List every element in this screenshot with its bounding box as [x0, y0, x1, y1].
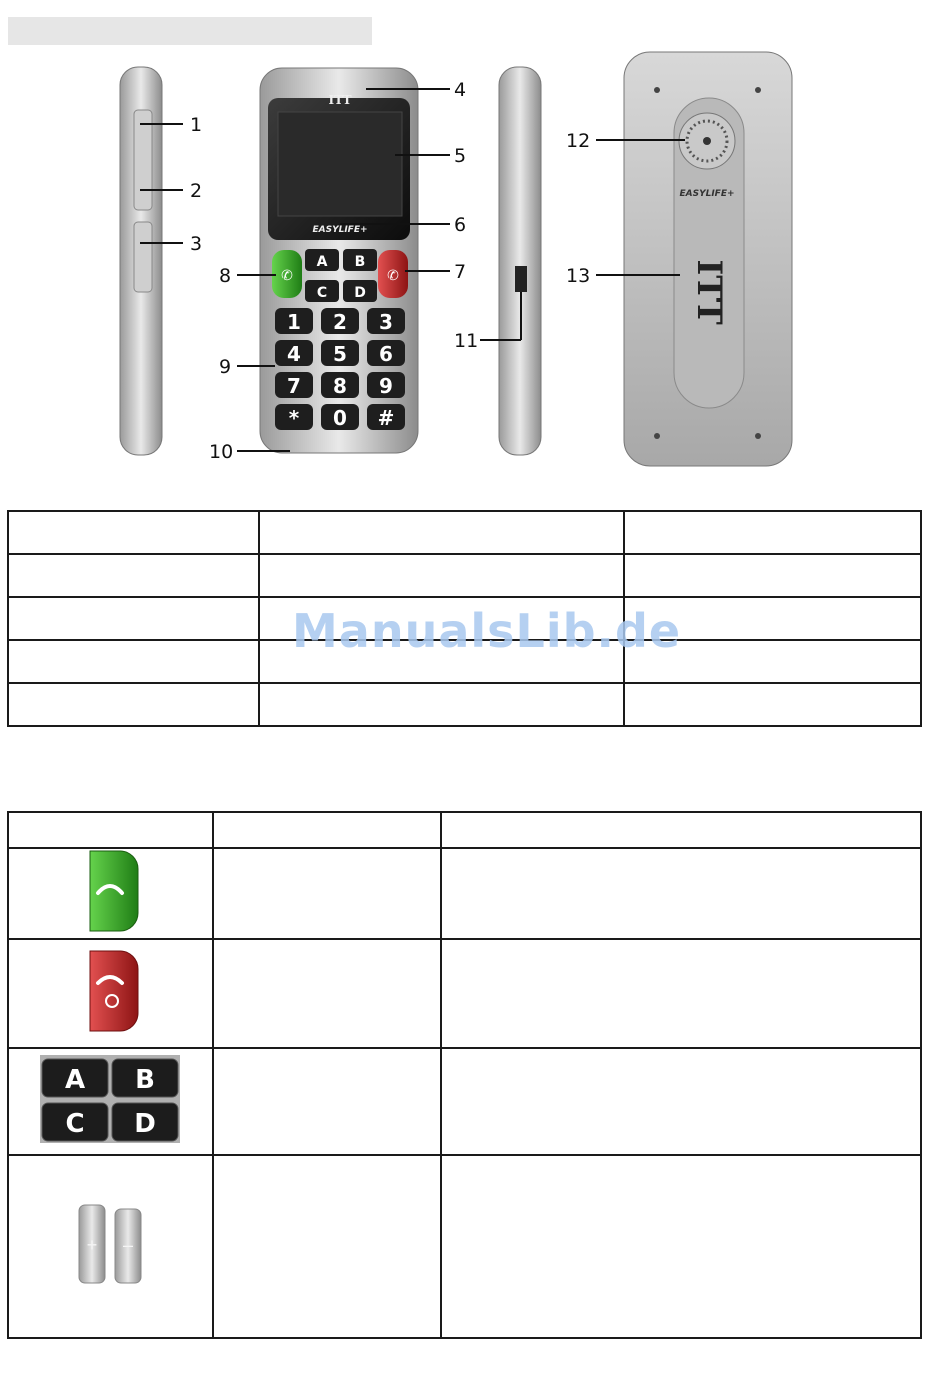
callout-3: 3	[190, 233, 203, 255]
callout-4: 4	[454, 79, 467, 101]
table-row	[8, 511, 921, 554]
svg-text:#: #	[377, 406, 395, 430]
svg-text:B: B	[354, 254, 366, 270]
callout-12: 12	[566, 130, 591, 152]
svg-text:2: 2	[333, 310, 347, 334]
front-number-key	[321, 404, 359, 430]
phone-right-side	[499, 67, 541, 455]
watermark: ManualsLib.de	[292, 604, 682, 658]
front-letter-key-c	[305, 280, 339, 302]
front-number-key	[367, 404, 405, 430]
front-brand-text: ITT	[328, 93, 352, 107]
front-number-key	[367, 372, 405, 398]
volume-keys-description	[441, 1155, 921, 1338]
abcd-keys-description	[441, 1048, 921, 1155]
front-number-key	[275, 308, 313, 334]
front-letter-key-b	[343, 249, 377, 271]
svg-text:3: 3	[379, 310, 393, 334]
table-cell	[8, 597, 259, 640]
svg-text:1: 1	[287, 310, 301, 334]
abcd-key-d	[112, 1103, 178, 1141]
front-end-key-icon: ✆	[387, 267, 399, 283]
svg-text:6: 6	[379, 342, 393, 366]
callout-1: 1	[190, 114, 203, 136]
front-number-key	[367, 308, 405, 334]
svg-text:D: D	[354, 285, 366, 301]
green-call-key-icon	[8, 848, 213, 939]
svg-text:C: C	[316, 285, 328, 301]
back-brand-text: ITT	[689, 259, 729, 325]
phone-back	[624, 52, 792, 466]
table-cell	[8, 640, 259, 683]
svg-text:C: C	[65, 1109, 85, 1139]
abcd-keys-name	[213, 1048, 441, 1155]
front-number-key	[321, 308, 359, 334]
front-number-key	[275, 340, 313, 366]
table-row	[8, 683, 921, 726]
front-letter-key-a	[305, 249, 339, 271]
front-number-key	[321, 340, 359, 366]
svg-text:A: A	[65, 1065, 86, 1095]
front-letter-key-d	[343, 280, 377, 302]
callout-8: 8	[219, 265, 232, 287]
front-number-key	[321, 372, 359, 398]
keys-table-header	[8, 812, 921, 848]
table-cell	[624, 683, 921, 726]
phone-diagram	[0, 0, 950, 480]
call-key-name	[213, 848, 441, 939]
table-cell	[259, 554, 623, 597]
table-cell	[259, 683, 623, 726]
back-logo-text: EASYLIFE+	[679, 189, 735, 199]
front-call-key-icon: ✆	[281, 267, 293, 283]
front-number-key	[275, 372, 313, 398]
table-cell	[8, 683, 259, 726]
callout-7: 7	[454, 261, 467, 283]
table-cell	[624, 554, 921, 597]
phone-left-side	[120, 67, 162, 455]
keys-header-name	[213, 812, 441, 848]
svg-text:8: 8	[333, 374, 347, 398]
front-logo-text: EASYLIFE+	[312, 225, 368, 235]
callout-10: 10	[209, 441, 234, 463]
end-key-name	[213, 939, 441, 1048]
table-cell	[8, 511, 259, 554]
table-row	[8, 1048, 921, 1155]
svg-text:0: 0	[333, 406, 347, 430]
callout-6: 6	[454, 214, 467, 236]
callout-9: 9	[219, 356, 232, 378]
callout-2: 2	[190, 180, 203, 202]
abcd-key-b	[112, 1059, 178, 1097]
phone-front	[260, 68, 418, 453]
table-row	[8, 1155, 921, 1338]
svg-text:*: *	[288, 406, 300, 430]
callout-11: 11	[454, 330, 479, 352]
volume-plus-symbol: +	[87, 1235, 98, 1255]
svg-text:7: 7	[287, 374, 301, 398]
table-row	[8, 939, 921, 1048]
callout-5: 5	[454, 145, 467, 167]
volume-keys-name	[213, 1155, 441, 1338]
svg-text:5: 5	[333, 342, 347, 366]
front-number-key	[275, 404, 313, 430]
red-end-key-icon	[8, 939, 213, 1048]
table-cell	[259, 511, 623, 554]
svg-text:B: B	[135, 1065, 156, 1095]
svg-text:4: 4	[287, 342, 301, 366]
end-key-description	[441, 939, 921, 1048]
svg-text:A: A	[316, 254, 328, 270]
volume-minus-symbol: –	[123, 1235, 134, 1255]
keys-header-icon	[8, 812, 213, 848]
call-key-description	[441, 848, 921, 939]
front-number-key	[367, 340, 405, 366]
keys-table	[7, 811, 922, 1339]
table-row	[8, 554, 921, 597]
table-cell	[8, 554, 259, 597]
abcd-keys-icon	[8, 1048, 213, 1155]
abcd-key-a	[42, 1059, 108, 1097]
abcd-key-c	[42, 1103, 108, 1141]
svg-text:D: D	[134, 1109, 157, 1139]
callout-13: 13	[566, 265, 591, 287]
keys-header-description	[441, 812, 921, 848]
table-row	[8, 848, 921, 939]
volume-keys-icon	[8, 1155, 213, 1338]
svg-text:9: 9	[379, 374, 393, 398]
table-cell	[624, 511, 921, 554]
